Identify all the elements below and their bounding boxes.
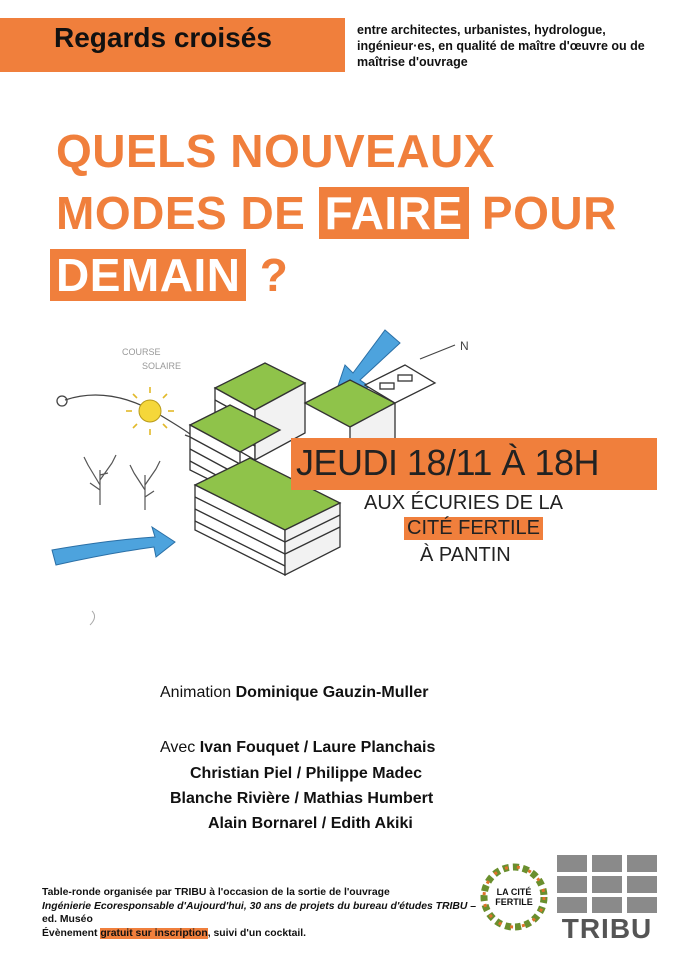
- question-highlight-faire: FAIRE: [319, 187, 469, 239]
- question-mark: ?: [246, 249, 289, 301]
- sun-path-arc: [65, 395, 193, 438]
- panel-line-1: [160, 739, 435, 757]
- footer-cocktail: , suivi d'un cocktail.: [207, 927, 307, 939]
- sketch-mark: [90, 611, 95, 625]
- question-highlight-demain: DEMAIN: [50, 249, 246, 301]
- question-line-2-start: MODES DE: [56, 187, 319, 239]
- architecture-sketch-illustration: [50, 325, 490, 655]
- cite-fertile-logo: [478, 855, 550, 939]
- animation-name: Dominique Gauzin-Muller: [235, 684, 429, 701]
- footer-text: [42, 886, 487, 940]
- footer-line-2: [42, 900, 487, 927]
- sun-path-start: [57, 396, 67, 406]
- event-date: JEUDI 18/11 À 18H: [296, 442, 599, 483]
- tribu-logo: [557, 855, 657, 945]
- panel-names-1: Ivan Fouquet / Laure Planchais: [199, 739, 436, 756]
- tribu-wordmark: TRIBU: [561, 913, 653, 944]
- footer-book-title: Ingénierie Ecoresponsable d'Aujourd'hui, 30 ans de projets du bureau d'études TRIBU: [42, 900, 468, 912]
- animation-label: Animation: [160, 684, 232, 701]
- venue-line-1: AUX ÉCURIES DE LA: [364, 492, 563, 514]
- sketch-label-solaire: SOLAIRE: [142, 361, 182, 371]
- header-title: Regards croisés: [54, 22, 272, 53]
- wind-arrow-bottom: [52, 527, 175, 565]
- header-subtitle: entre architectes, urbanistes, hydrologue, ingénieur·es, en qualité de maître d'œuvre ou de maîtrise d'ouvrage: [357, 23, 645, 69]
- tribu-grid-icon: [557, 855, 657, 913]
- question-line-3: [50, 248, 288, 302]
- question-line-2: [56, 186, 617, 240]
- question-line-1: QUELS NOUVEAUX: [56, 125, 495, 177]
- panel-line-4: Alain Bornarel / Edith Akiki: [208, 815, 413, 832]
- panel-line-3: Blanche Rivière / Mathias Humbert: [170, 790, 434, 807]
- north-label: N: [460, 339, 469, 353]
- tree-icon: [84, 455, 160, 510]
- footer-line-1: Table-ronde organisée par TRIBU à l'occasion de la sortie de l'ouvrage: [42, 887, 390, 898]
- panel-prefix: Avec: [160, 739, 196, 756]
- cite-fertile-label: LA CITÉ FERTILE: [495, 887, 533, 907]
- venue-line-3: À PANTIN: [420, 544, 511, 566]
- footer-line-3: [42, 927, 487, 941]
- venue-highlight: CITÉ FERTILE: [404, 517, 543, 540]
- animation-line: [160, 684, 429, 702]
- sun-icon: [126, 387, 174, 435]
- footer-publisher: – ed. Muséo: [42, 900, 477, 925]
- panel-line-2: Christian Piel / Philippe Madec: [190, 765, 423, 782]
- footer-event-label: Évènement: [42, 927, 101, 939]
- question-line-2-end: POUR: [468, 187, 617, 239]
- north-arrow-line: [420, 345, 455, 359]
- footer-free-highlight: gratuit sur inscription: [100, 927, 208, 939]
- sketch-label-course: COURSE: [122, 347, 161, 357]
